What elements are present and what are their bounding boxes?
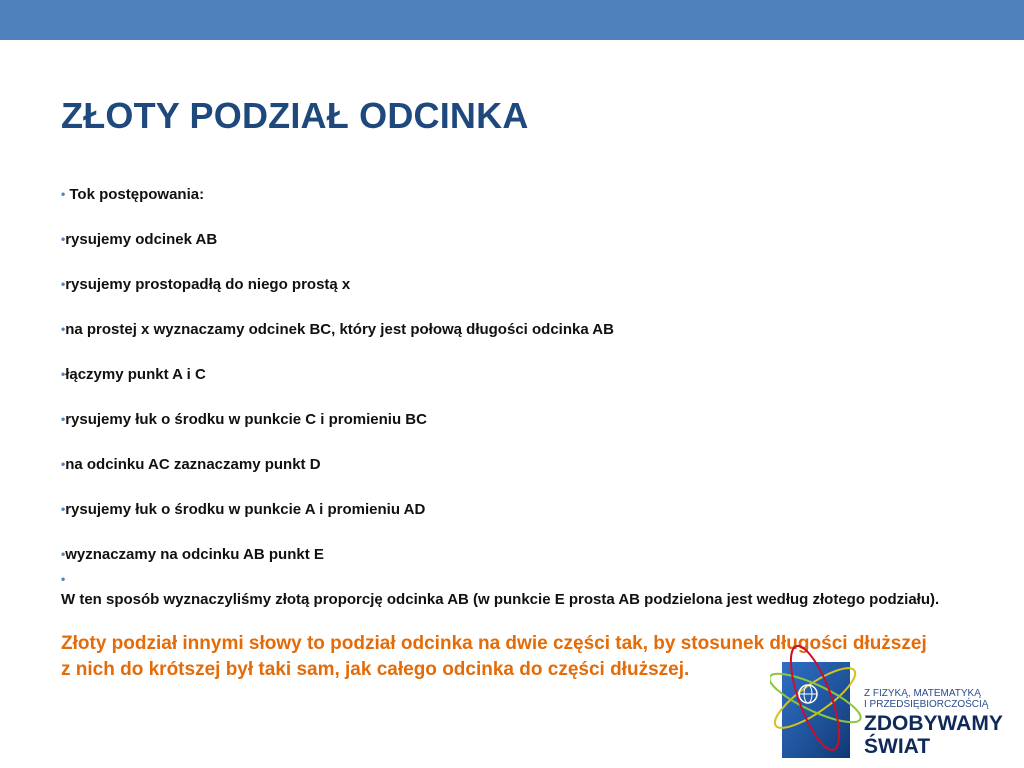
bullet-icon: • xyxy=(61,232,66,246)
list-item-7 xyxy=(61,501,425,519)
bullet-icon: • xyxy=(61,412,66,426)
list-item-text: Tok postępowania: xyxy=(65,186,205,203)
list-item-5 xyxy=(61,411,427,429)
list-item-0 xyxy=(61,186,204,204)
list-item-2 xyxy=(61,276,350,294)
list-item-text: rysujemy prostopadłą do niego prostą x xyxy=(65,276,351,293)
list-item-text: wyznaczamy na odcinku AB punkt E xyxy=(65,546,324,563)
list-item-1 xyxy=(61,231,217,249)
bullet-icon: • xyxy=(61,502,66,516)
list-item-8 xyxy=(61,546,324,564)
list-item-6 xyxy=(61,456,321,474)
list-item-text: rysujemy łuk o środku w punkcie C i promieniu BC xyxy=(65,411,427,428)
bullet-icon: • xyxy=(61,572,66,586)
list-item-9 xyxy=(61,571,65,589)
top-bar xyxy=(0,0,1024,40)
list-item-text: na prostej x wyznaczamy odcinek BC, który jest połową długości odcinka AB xyxy=(65,321,614,338)
summary-text: W ten sposób wyznaczyliśmy złotą proporcję odcinka AB (w punkcie E prosta AB podzielona jest według złotego podziału). xyxy=(61,591,940,608)
project-logo xyxy=(770,620,1024,768)
highlight-text: Złoty podział innymi słowy to podział odcinka na dwie części tak, by stosunek długości dłuższej z nich do krótszej był taki sam, jak całego odcinka do części dłuższej. xyxy=(61,633,927,680)
bullet-icon: • xyxy=(61,277,66,291)
bullet-icon: • xyxy=(61,367,66,381)
logo-line-1: Z FIZYKĄ, MATEMATYKĄ xyxy=(864,688,981,699)
list-item-text: łączymy punkt A i C xyxy=(65,366,206,383)
list-item-3 xyxy=(61,321,614,339)
slide-title: ZŁOTY PODZIAŁ ODCINKA xyxy=(61,95,529,136)
bullet-icon: • xyxy=(61,457,66,471)
bullet-icon: • xyxy=(61,547,66,561)
list-item-text: na odcinku AC zaznaczamy punkt D xyxy=(65,456,321,473)
list-item-text: rysujemy odcinek AB xyxy=(65,231,218,248)
logo-line-4: ŚWIAT xyxy=(864,735,931,758)
logo-line-3: ZDOBYWAMY xyxy=(864,712,1003,735)
bullet-icon: • xyxy=(61,187,66,201)
list-item-4 xyxy=(61,366,206,384)
list-item-text: rysujemy łuk o środku w punkcie A i promieniu AD xyxy=(65,501,426,518)
logo-line-2: I PRZEDSIĘBIORCZOŚCIĄ xyxy=(864,699,989,710)
bullet-icon: • xyxy=(61,322,66,336)
